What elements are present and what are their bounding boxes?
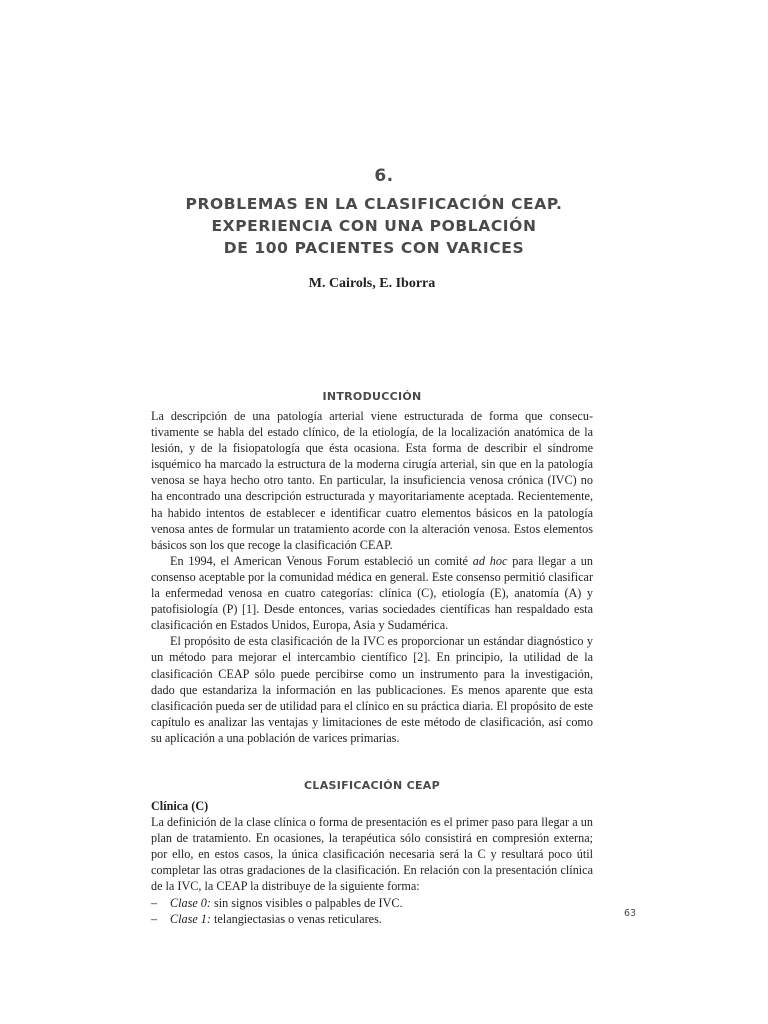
list-item-text: telangiectasias o venas reticulares.	[210, 911, 382, 926]
clasificacion-body	[151, 798, 593, 927]
chapter-title-line: EXPERIENCIA CON UNA POBLACIÓN	[211, 217, 537, 235]
page-number: 63	[624, 908, 637, 919]
chapter-title-line: DE 100 PACIENTES CON VARICES	[223, 239, 525, 257]
chapter-title	[0, 193, 748, 259]
section-heading-clasificacion: CLASIFICACIÓN CEAP	[304, 779, 440, 792]
paragraph: La definición de la clase clínica o forma de presentación es el primer paso para llegar a un plan de tratamiento. En ocasiones, la terapéutica sólo consistirá en compresión externa; por ello, en estos casos, la única clasificación necesaria será la C y resultará poco útil completar las otras gradaciones de la clasificación. En relación con la presentación clínica de la IVC, la CEAP la distribuye de la siguiente forma:	[151, 815, 593, 894]
paragraph-text: En 1994, el American Venous Forum estableció un comité	[170, 553, 473, 568]
paragraph-text: para llegar a un consenso aceptable por la comunidad médica en general. Este consenso permitió clasificar la enfermedad venosa en cuatro categorías: clínica (C), etiología (E), anatomía (A) y patofisiología (P) [1]. Desde entonces, varias sociedades científicas han respaldado esta clasificación en Estados Unidos, Europa, Asia y Sudamérica.	[151, 553, 593, 633]
list-item	[151, 895, 593, 911]
italic-term: ad hoc	[472, 553, 508, 568]
chapter-title-line: PROBLEMAS EN LA CLASIFICACIÓN CEAP.	[185, 195, 563, 213]
paragraph: El propósito de esta clasificación de la IVC es proporcionar un estándar diagnóstico y un método para mejorar el intercambio científico [2]. En principio, la utilidad de la clasificación CEAP sólo puede percibirse como un instrumento para la investigación, dado que estandariza la información en las publicaciones. Es menos aparente que esta clasificación pueda ser de utilidad para el clínico en su práctica diaria. El propósito de este capítulo es analizar las ventajas y limitaciones de este método de clasificación, así como su aplicación a una población de varices primarias.	[151, 634, 593, 745]
list-item-text: sin signos visibles o palpables de IVC.	[210, 895, 403, 910]
dash-bullet: –	[151, 911, 158, 926]
list-item-label: Clase 0:	[170, 895, 211, 910]
section-heading-introduccion: INTRODUCCIÓN	[322, 390, 422, 403]
list-item	[151, 911, 593, 927]
chapter-number: 6.	[374, 166, 394, 186]
paragraph	[151, 553, 593, 633]
dash-bullet: –	[151, 895, 158, 910]
subheading-clinica: Clínica (C)	[151, 799, 209, 813]
paragraph: La descripción de una patología arterial viene estructurada de forma que consecutivamente se habla del estado clínico, de la etiología, de la localización anatómica de la lesión, y de la fisiopatología que ésta ocasiona. Esta forma de describir el síndrome isquémico ha marcado la estructura de la moderna cirugía arterial, sin que en la patología venosa se haya hecho otro tanto. En particular, la insuficiencia venosa crónica (IVC) no ha encontrado una descripción estructurada y mayoritariamente aceptada. Recientemente, ha habido intentos de establecer e identificar cuatro elementos básicos en la patología venosa antes de formular un tratamiento acorde con la alteración venosa. Estos elementos básicos son los que recoge la clasificación CEAP.	[151, 409, 593, 552]
introduccion-body	[151, 408, 593, 746]
authors: M. Cairols, E. Iborra	[308, 276, 436, 291]
list-item-label: Clase 1:	[170, 911, 211, 926]
